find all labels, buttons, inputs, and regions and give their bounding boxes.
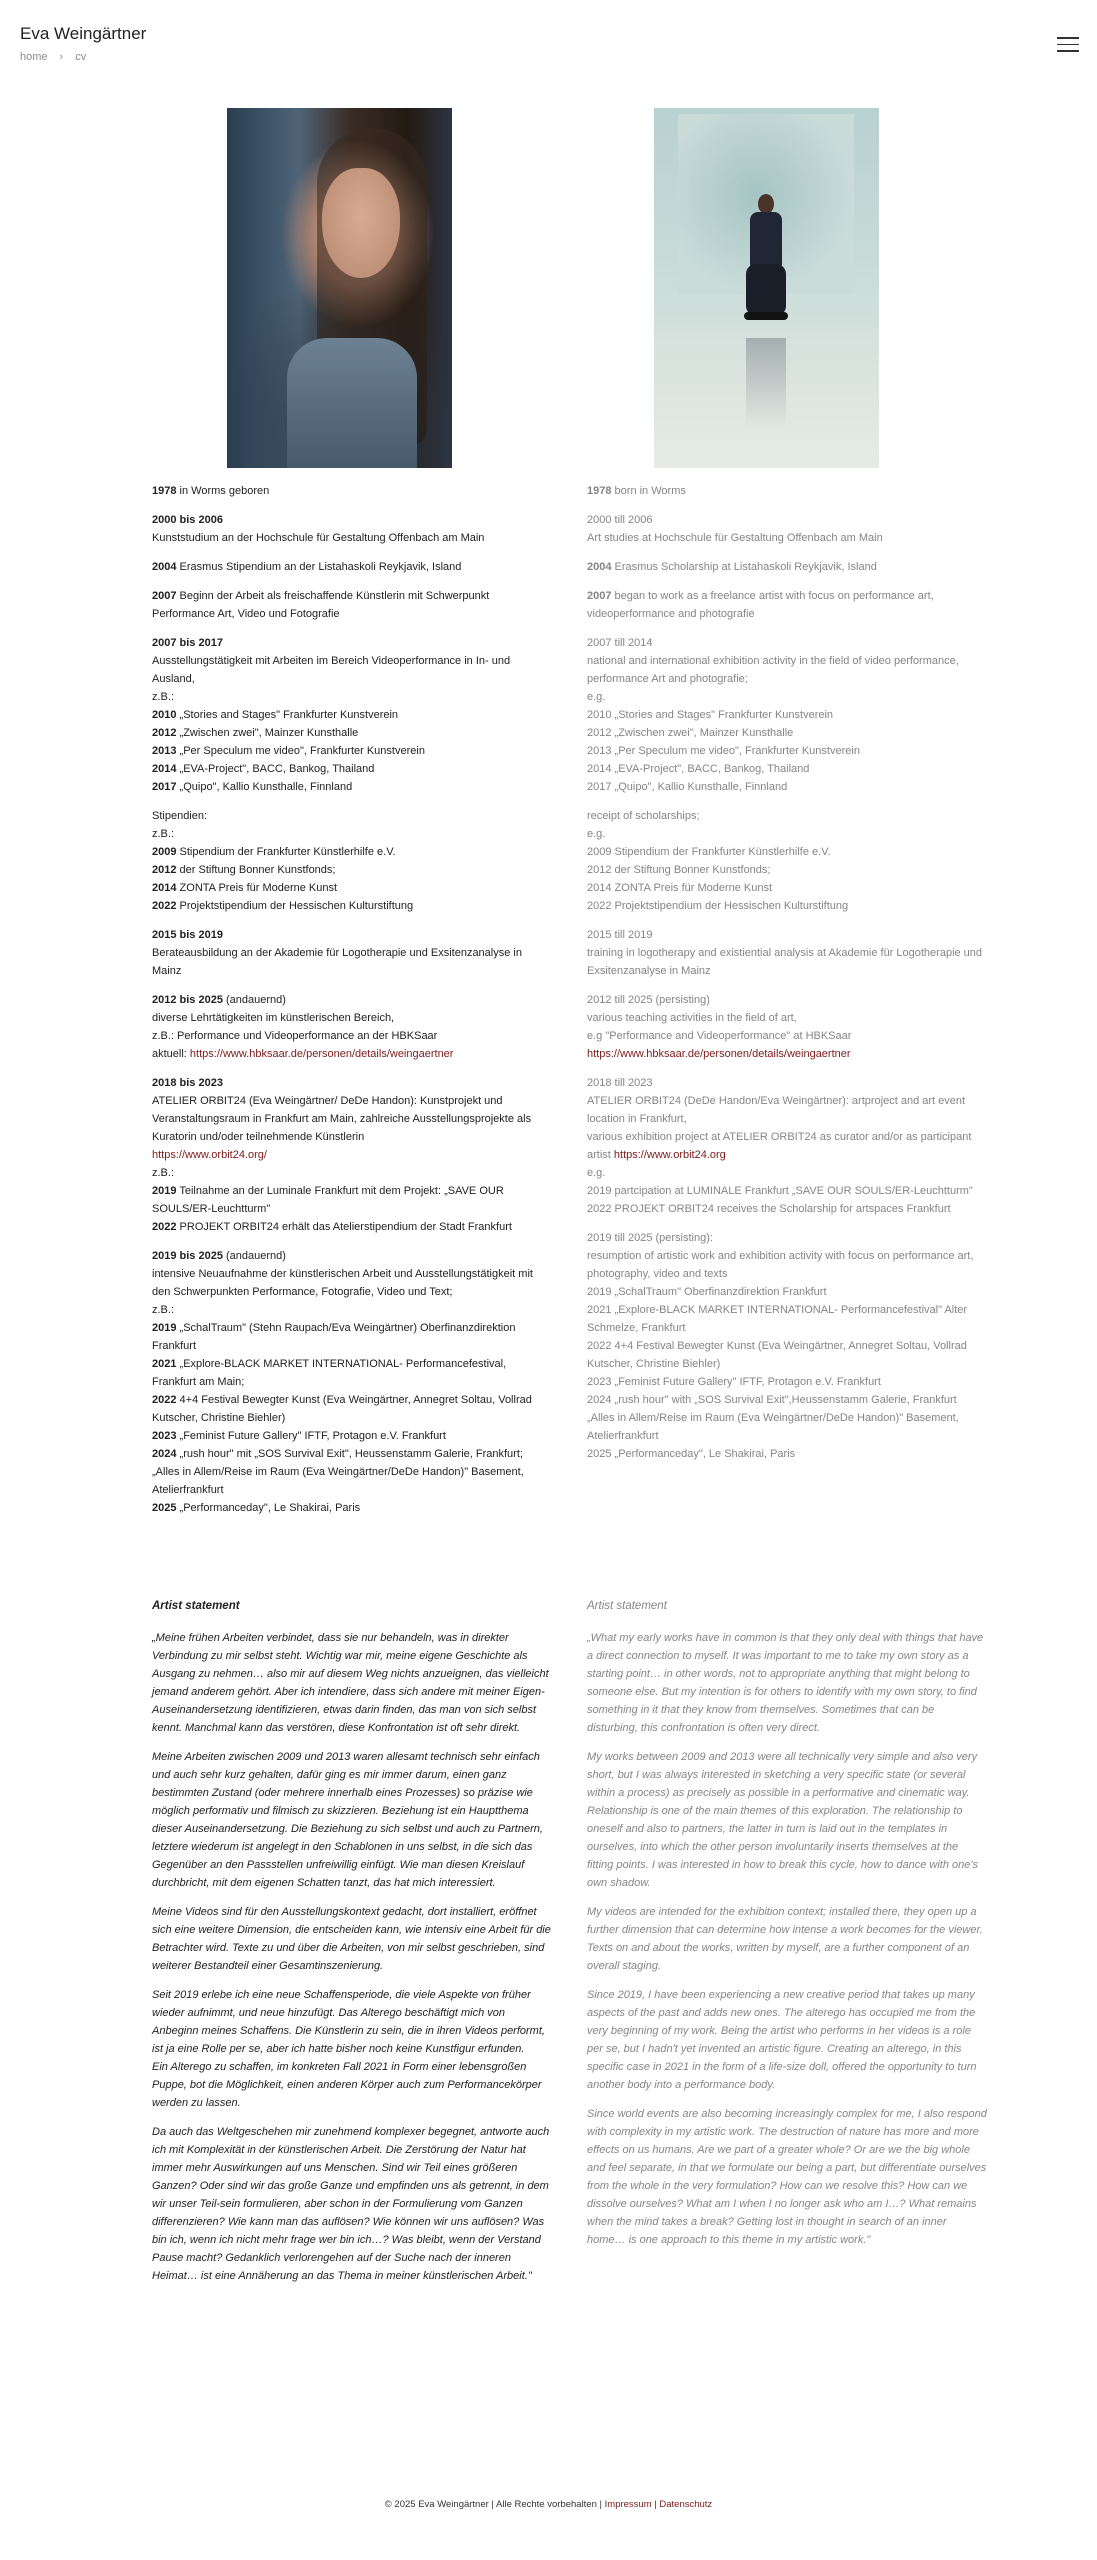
cv-line — [152, 1146, 552, 1164]
cv-link[interactable]: https://www.hbksaar.de/personen/details/weingaertner — [587, 1048, 851, 1060]
datenschutz-link[interactable]: Datenschutz — [659, 2499, 713, 2510]
statement-paragraph: Seit 2019 erlebe ich eine neue Schaffensperiode, die viele Aspekte von früher wieder aufnimmt, und neue hinzufügt. Das Alterego beschäftigt mich von Anbeginn meines Schaffens. Die Künstlerin zu sein, die in ihren Videos performt, ist ja eine Rolle per se, aber ich hatte bisher noch keine Kunstfigur erfunden. Ein Alterego zu schaffen, im konkreten Fall 2021 in Form einer lebensgroßen Puppe, bot die Möglichkeit, einen anderen Körper auch zum Performancekörper werden zu lassen. — [152, 1989, 545, 2109]
cv-line: 2004 Erasmus Scholarship at Listahaskoli Reykjavik, Island — [587, 561, 877, 573]
cv-year: 2018 bis 2023 — [152, 1077, 223, 1089]
cv-year: 2000 till 2006 — [587, 514, 653, 526]
cv-year: 2015 bis 2019 — [152, 929, 223, 941]
cv-line: e.g. — [587, 828, 606, 840]
cv-item: 2019 partcipation at LUMINALE Frankfurt „SAVE OUR SOULS/ER-Leuchtturm" — [587, 1185, 973, 1197]
cv-line: intensive Neuaufnahme der künstlerischen Arbeit und Ausstellungstätigkeit mit den Schwerpunkten Performance, Fotografie, Video und Text; — [152, 1268, 533, 1298]
cv-line: e.g. — [587, 691, 606, 703]
cv-item: 2012 der Stiftung Bonner Kunstfonds; — [587, 864, 771, 876]
cv-line: 2007 began to work as a freelance artist with focus on performance art, videoperformance and photografie — [587, 590, 934, 620]
cv-column-english — [587, 482, 987, 1474]
breadcrumb-home[interactable]: home — [20, 51, 48, 63]
cv-item: 2024 „rush hour" with „SOS Survival Exit",Heussenstamm Galerie, Frankfurt — [587, 1394, 957, 1406]
statement-paragraph: My videos are intended for the exhibition context; installed there, they open up a further dimension that can determine how intense a work becomes for the viewer. Texts on and about the works, written by myself, are a further component of an overall staging. — [587, 1906, 983, 1972]
cv-entry — [587, 587, 987, 623]
cv-entry — [152, 926, 552, 980]
cv-item: 2017 „Quipo", Kallio Kunsthalle, Finnland — [587, 781, 788, 793]
cv-line: ATELIER ORBIT24 (Eva Weingärtner/ DeDe Handon): Kunstprojekt und Veranstaltungsraum in Frankfurt am Main, zahlreiche Ausstellungsprojekte als Kuratorin und/oder teilnehmende Künstlerin — [152, 1095, 532, 1143]
footer — [0, 2499, 1097, 2510]
cv-year: 2004 — [587, 561, 612, 573]
cv-line: 2007 Beginn der Arbeit als freischaffende Künstlerin mit Schwerpunkt Performance Art, Video und Fotografie — [152, 590, 490, 620]
breadcrumb-cv: cv — [75, 51, 87, 63]
cv-entry — [587, 558, 987, 576]
cv-year: 2007 till 2014 — [587, 637, 653, 649]
cv-line: e.g. — [587, 1167, 606, 1179]
cv-item: 2014 „EVA-Project", BACC, Bankog, Thailand — [152, 763, 375, 775]
cv-year: 2007 — [587, 590, 612, 602]
statement-title: Artist statement — [587, 1600, 667, 1612]
footer-separator: | — [651, 2499, 660, 2510]
copyright-text: © 2025 Eva Weingärtner | Alle Rechte vorbehalten | — [384, 2499, 605, 2510]
statement-paragraph: Meine Videos sind für den Ausstellungskontext gedacht, dort installiert, eröffnet sich eine weitere Dimension, die entscheiden kann, wie intensiv eine Arbeit für die Betrachter wird. Texte zu und über die Arbeiten, von mir selbst geschrieben, sind weiterer Bestandteil einer Gesamtinszenierung. — [152, 1906, 551, 1972]
cv-item: 2017 „Quipo", Kallio Kunsthalle, Finnland — [152, 781, 353, 793]
cv-line: 1978 born in Worms — [587, 485, 686, 497]
cv-item: 2025 „Performanceday", Le Shakirai, Paris — [587, 1448, 796, 1460]
artist-statement-german — [152, 1597, 552, 2296]
cv-year: 1978 — [152, 485, 177, 497]
cv-item: 2023 „Feminist Future Gallery" IFTF, Protagon e.V. Frankfurt — [152, 1430, 446, 1442]
cv-year: 2019 bis 2025 (andauernd) — [152, 1250, 286, 1262]
cv-line: z.B.: — [152, 1167, 175, 1179]
cv-item: „Alles in Allem/Reise im Raum (Eva Weingärtner/DeDe Handon)" Basement, Atelierfrankfurt — [587, 1412, 959, 1442]
hamburger-menu-icon[interactable] — [1057, 37, 1079, 53]
cv-item: 2014 ZONTA Preis für Moderne Kunst — [152, 882, 338, 894]
cv-year: 2007 bis 2017 — [152, 637, 223, 649]
cv-entry — [152, 587, 552, 623]
cv-line: diverse Lehrtätigkeiten im künstlerischen Bereich, — [152, 1012, 395, 1024]
statement-paragraph: Meine Arbeiten zwischen 2009 und 2013 waren allesamt technisch sehr einfach und auch sehr kurz gehalten, dafür ging es mir immer darum, einen ganz bestimmten Zustand (oder mehrere innerhalb eines Prozesses) so präzise wie möglich performativ und filmisch zu skizzieren. Beziehung ist ein Hauptthema dieser Auseinandersetzung. Die Beziehung zu sich selbst und auch zu Partnern, letztere wiederum ist angelegt in den Schablonen in uns selbst, in die sich das Gegenüber an den Passstellen unfreiwillig einfügt. Wie man diesen Kreislauf durchbricht, mit dem eigenen Schatten tanzt, das hat mich interessiert. — [152, 1751, 543, 1889]
statement-paragraph: „Meine frühen Arbeiten verbindet, dass sie nur behandeln, was in direkter Verbindung zu mir selbst steht. Wichtig war mir, meine eigene Geschichte als Ausgang zu nehmen… also mir auf diesem Weg nichts anzueignen, das vielleicht jemand anderem gehört. Aber ich intendiere, dass sich andere mit meiner Eigen-Auseinandersetzung identifizieren, etwas darin finden, das man von sich selbst kennt. Manchmal kann das verstören, diese Konfrontation ist oft sehr direkt. — [152, 1632, 549, 1734]
cv-entry — [587, 926, 987, 980]
cv-line: Kunststudium an der Hochschule für Gestaltung Offenbach am Main — [152, 532, 485, 544]
cv-line: training in logotherapy and existiential analysis at Akademie für Logotherapie und Exsitenzanalyse in Mainz — [587, 947, 983, 977]
cv-item: 2022 4+4 Festival Bewegter Kunst (Eva Weingärtner, Annegret Soltau, Vollrad Kutscher, Christine Biehler) — [152, 1394, 532, 1424]
cv-year: 2019 till 2025 (persisting): — [587, 1232, 713, 1244]
cv-line: z.B.: — [152, 828, 175, 840]
cv-item: 2014 „EVA-Project", BACC, Bankog, Thailand — [587, 763, 810, 775]
cv-entry — [587, 482, 987, 500]
cv-item: 2019 Teilnahme an der Luminale Frankfurt mit dem Projekt: „SAVE OUR SOULS/ER-Leuchtturm" — [152, 1185, 504, 1215]
breadcrumb — [20, 51, 86, 63]
cv-entry — [587, 1229, 987, 1463]
cv-entry — [587, 807, 987, 915]
statement-paragraph: „What my early works have in common is that they only deal with things that have a direct connection to myself. It was important to me to take my own story as a starting point… in other words, not to appropriate anything that might belong to someone else. But my intention is for others to identify with my own story, to find something in it that they know from themselves. Sometimes that can be disturbing, this confrontation is often very direct. — [587, 1632, 984, 1734]
cv-year: 1978 — [587, 485, 612, 497]
cv-link[interactable]: https://www.hbksaar.de/personen/details/weingaertner — [189, 1048, 454, 1060]
cv-entry — [152, 1247, 552, 1517]
cv-line: aktuell: https://www.hbksaar.de/personen/details/weingaertner — [152, 1048, 454, 1060]
cv-year: 2012 till 2025 (persisting) — [587, 994, 710, 1006]
cv-line: national and international exhibition activity in the field of video performance, performance Art and photografie; — [587, 655, 959, 685]
cv-line: resumption of artistic work and exhibition activity with focus on performance art, photography, video and texts — [587, 1250, 974, 1280]
cv-item: 2013 „Per Speculum me video", Frankfurter Kunstverein — [587, 745, 860, 757]
cv-item: „Alles in Allem/Reise im Raum (Eva Weingärtner/DeDe Handon)" Basement, Atelierfrankfurt — [152, 1466, 524, 1496]
cv-entry — [152, 807, 552, 915]
cv-line: Stipendien: — [152, 810, 208, 822]
cv-line: 1978 in Worms geboren — [152, 485, 270, 497]
cv-line: Berateausbildung an der Akademie für Logotherapie und Exsitenzanalyse in Mainz — [152, 947, 522, 977]
impressum-link[interactable]: Impressum — [604, 2499, 652, 2510]
cv-item: 2025 „Performanceday", Le Shakirai, Paris — [152, 1502, 361, 1514]
cv-item: 2012 „Zwischen zwei", Mainzer Kunsthalle — [152, 727, 359, 739]
cv-line: z.B.: Performance und Videoperformance an der HBKSaar — [152, 1030, 438, 1042]
cv-link[interactable]: https://www.orbit24.org/ — [152, 1149, 267, 1161]
cv-entry — [152, 482, 552, 500]
statement-paragraph: Da auch das Weltgeschehen mir zunehmend komplexer begegnet, antworte auch ich mit Komplexität in der künstlerischen Arbeit. Die Zerstörung der Natur hat immer mehr Auswirkungen auf uns Menschen. Sind wir Teil eines größeren Ganzen? Oder sind wir das große Ganze und empfinden uns als getrennt, in dem wir unser Teil-sein formulieren, aber schon in der Formulierung vom Ganzen differenzieren? Wie kann man das auflösen? Wie können wir uns auflösen? Was bin ich, wenn ich nicht mehr frage wer bin ich…? Was bleibt, wenn der Verstand Pause macht? Gedanklich verlorengehen auf der Suche nach der inneren Heimat… ist eine Annäherung an das Thema in meiner künstlerischen Arbeit." — [152, 2126, 550, 2282]
cv-item: 2010 „Stories and Stages" Frankfurter Kunstverein — [587, 709, 834, 721]
cv-year: 2000 bis 2006 — [152, 514, 223, 526]
cv-line: 2004 Erasmus Stipendium an der Listahaskoli Reykjavik, Island — [152, 561, 462, 573]
cv-year: 2015 till 2019 — [587, 929, 653, 941]
cv-year: 2004 — [152, 561, 177, 573]
site-title[interactable]: Eva Weingärtner — [20, 24, 147, 43]
cv-item: 2012 „Zwischen zwei", Mainzer Kunsthalle — [587, 727, 794, 739]
artist-portrait-photo — [227, 108, 452, 468]
artist-statement-english — [587, 1597, 987, 2260]
cv-entry — [587, 634, 987, 796]
cv-link[interactable]: https://www.orbit24.org — [613, 1149, 726, 1161]
cv-line: receipt of scholarships; — [587, 810, 700, 822]
cv-year: 2007 — [152, 590, 177, 602]
cv-line: Ausstellungstätigkeit mit Arbeiten im Bereich Videoperformance in In- und Ausland, — [152, 655, 511, 685]
cv-item: 2022 Projektstipendium der Hessischen Kulturstiftung — [152, 900, 414, 912]
cv-item: 2019 „SchalTraum" Oberfinanzdirektion Frankfurt — [587, 1286, 827, 1298]
cv-item: 2022 Projektstipendium der Hessischen Kulturstiftung — [587, 900, 849, 912]
cv-entry — [152, 991, 552, 1063]
cv-item: 2024 „rush hour" mit „SOS Survival Exit", Heussenstamm Galerie, Frankfurt; — [152, 1448, 523, 1460]
cv-line — [587, 1045, 987, 1063]
breadcrumb-separator-icon: › — [59, 51, 64, 63]
cv-item: 2021 „Explore-BLACK MARKET INTERNATIONAL- Performancefestival" Alter Schmelze, Frankfurt — [587, 1304, 968, 1334]
cv-item: 2022 PROJEKT ORBIT24 receives the Scholarship for artspaces Frankfurt — [587, 1203, 951, 1215]
cv-item: 2022 4+4 Festival Bewegter Kunst (Eva Weingärtner, Annegret Soltau, Vollrad Kutscher, Christine Biehler) — [587, 1340, 967, 1370]
cv-year: 2012 bis 2025 (andauernd) — [152, 994, 286, 1006]
cv-line: z.B.: — [152, 691, 175, 703]
cv-item: 2010 „Stories and Stages" Frankfurter Kunstverein — [152, 709, 399, 721]
statement-paragraph: My works between 2009 and 2013 were all technically very simple and also very short, but I was always interested in sketching a very specific state (or several within a process) as precisely as possible in a performative and cinematic way. Relationship is one of the main themes of this exploration. The relationship to oneself and also to partners, the latter in turn is laid out in the templates in ourselves, into which the other person involuntarily inserts themselves at the fitting points. I was interested in how to break this cycle, how to dance with one's own shadow. — [587, 1751, 978, 1889]
cv-line: e.g "Performance and Videoperformance" at HBKSaar — [587, 1030, 852, 1042]
cv-entry — [587, 991, 987, 1063]
cv-line: z.B.: — [152, 1304, 175, 1316]
cv-line: ATELIER ORBIT24 (DeDe Handon/Eva Weingärtner): artproject and art event location in Frankfurt, — [587, 1095, 966, 1125]
statement-paragraph: Since 2019, I have been experiencing a new creative period that takes up many aspects of the past and adds new ones. The alterego has occupied me from the very beginning of my work. Being the artist who performs in her videos is a role per se, but I hadn't yet invented an artistic figure. Creating an alterego, in this specific case in 2021 in the form of a life-size doll, offered the opportunity to turn another body into a performance body. — [587, 1989, 977, 2091]
cv-item: 2019 „SchalTraum" (Stehn Raupach/Eva Weingärtner) Oberfinanzdirektion Frankfurt — [152, 1322, 516, 1352]
cv-item: 2012 der Stiftung Bonner Kunstfonds; — [152, 864, 336, 876]
cv-item: 2014 ZONTA Preis für Moderne Kunst — [587, 882, 773, 894]
statement-title: Artist statement — [152, 1600, 240, 1612]
cv-year: 2018 till 2023 — [587, 1077, 653, 1089]
statement-paragraph: Since world events are also becoming increasingly complex for me, I also respond with complexity in my artistic work. The destruction of nature has more and more effects on us humans. Are we part of a greater whole? Or are we the big whole and feel separate, in that we formulate our being a part, but differentiate ourselves from the whole in the very formulation? How can we resolve this? How can we dissolve ourselves? What am I when I no longer ask who am I…? What remains when the mind takes a break? Getting lost in thought in search of an inner home… is one approach to this theme in my artistic work." — [587, 2108, 987, 2246]
cv-item: 2009 Stipendium der Frankfurter Künstlerhilfe e.V. — [152, 846, 396, 858]
cv-entry — [152, 558, 552, 576]
cv-entry — [587, 1074, 987, 1218]
cv-line: various teaching activities in the field of art, — [587, 1012, 797, 1024]
cv-item: 2013 „Per Speculum me video", Frankfurter Kunstverein — [152, 745, 425, 757]
cv-item: 2021 „Explore-BLACK MARKET INTERNATIONAL- Performancefestival, Frankfurt am Main; — [152, 1358, 507, 1388]
cv-line: Art studies at Hochschule für Gestaltung Offenbach am Main — [587, 532, 883, 544]
cv-item: 2009 Stipendium der Frankfurter Künstlerhilfe e.V. — [587, 846, 831, 858]
cv-item: 2022 PROJEKT ORBIT24 erhält das Atelierstipendium der Stadt Frankfurt — [152, 1221, 512, 1233]
cv-entry — [152, 634, 552, 796]
cv-entry — [587, 511, 987, 547]
cv-item: 2023 „Feminist Future Gallery" IFTF, Protagon e.V. Frankfurt — [587, 1376, 881, 1388]
cv-line: various exhibition project at ATELIER ORBIT24 as curator and/or as participant artist https://www.orbit24.org — [587, 1131, 972, 1161]
cv-entry — [152, 511, 552, 547]
installation-photo — [654, 108, 879, 468]
cv-entry — [152, 1074, 552, 1236]
cv-column-german — [152, 482, 552, 1528]
